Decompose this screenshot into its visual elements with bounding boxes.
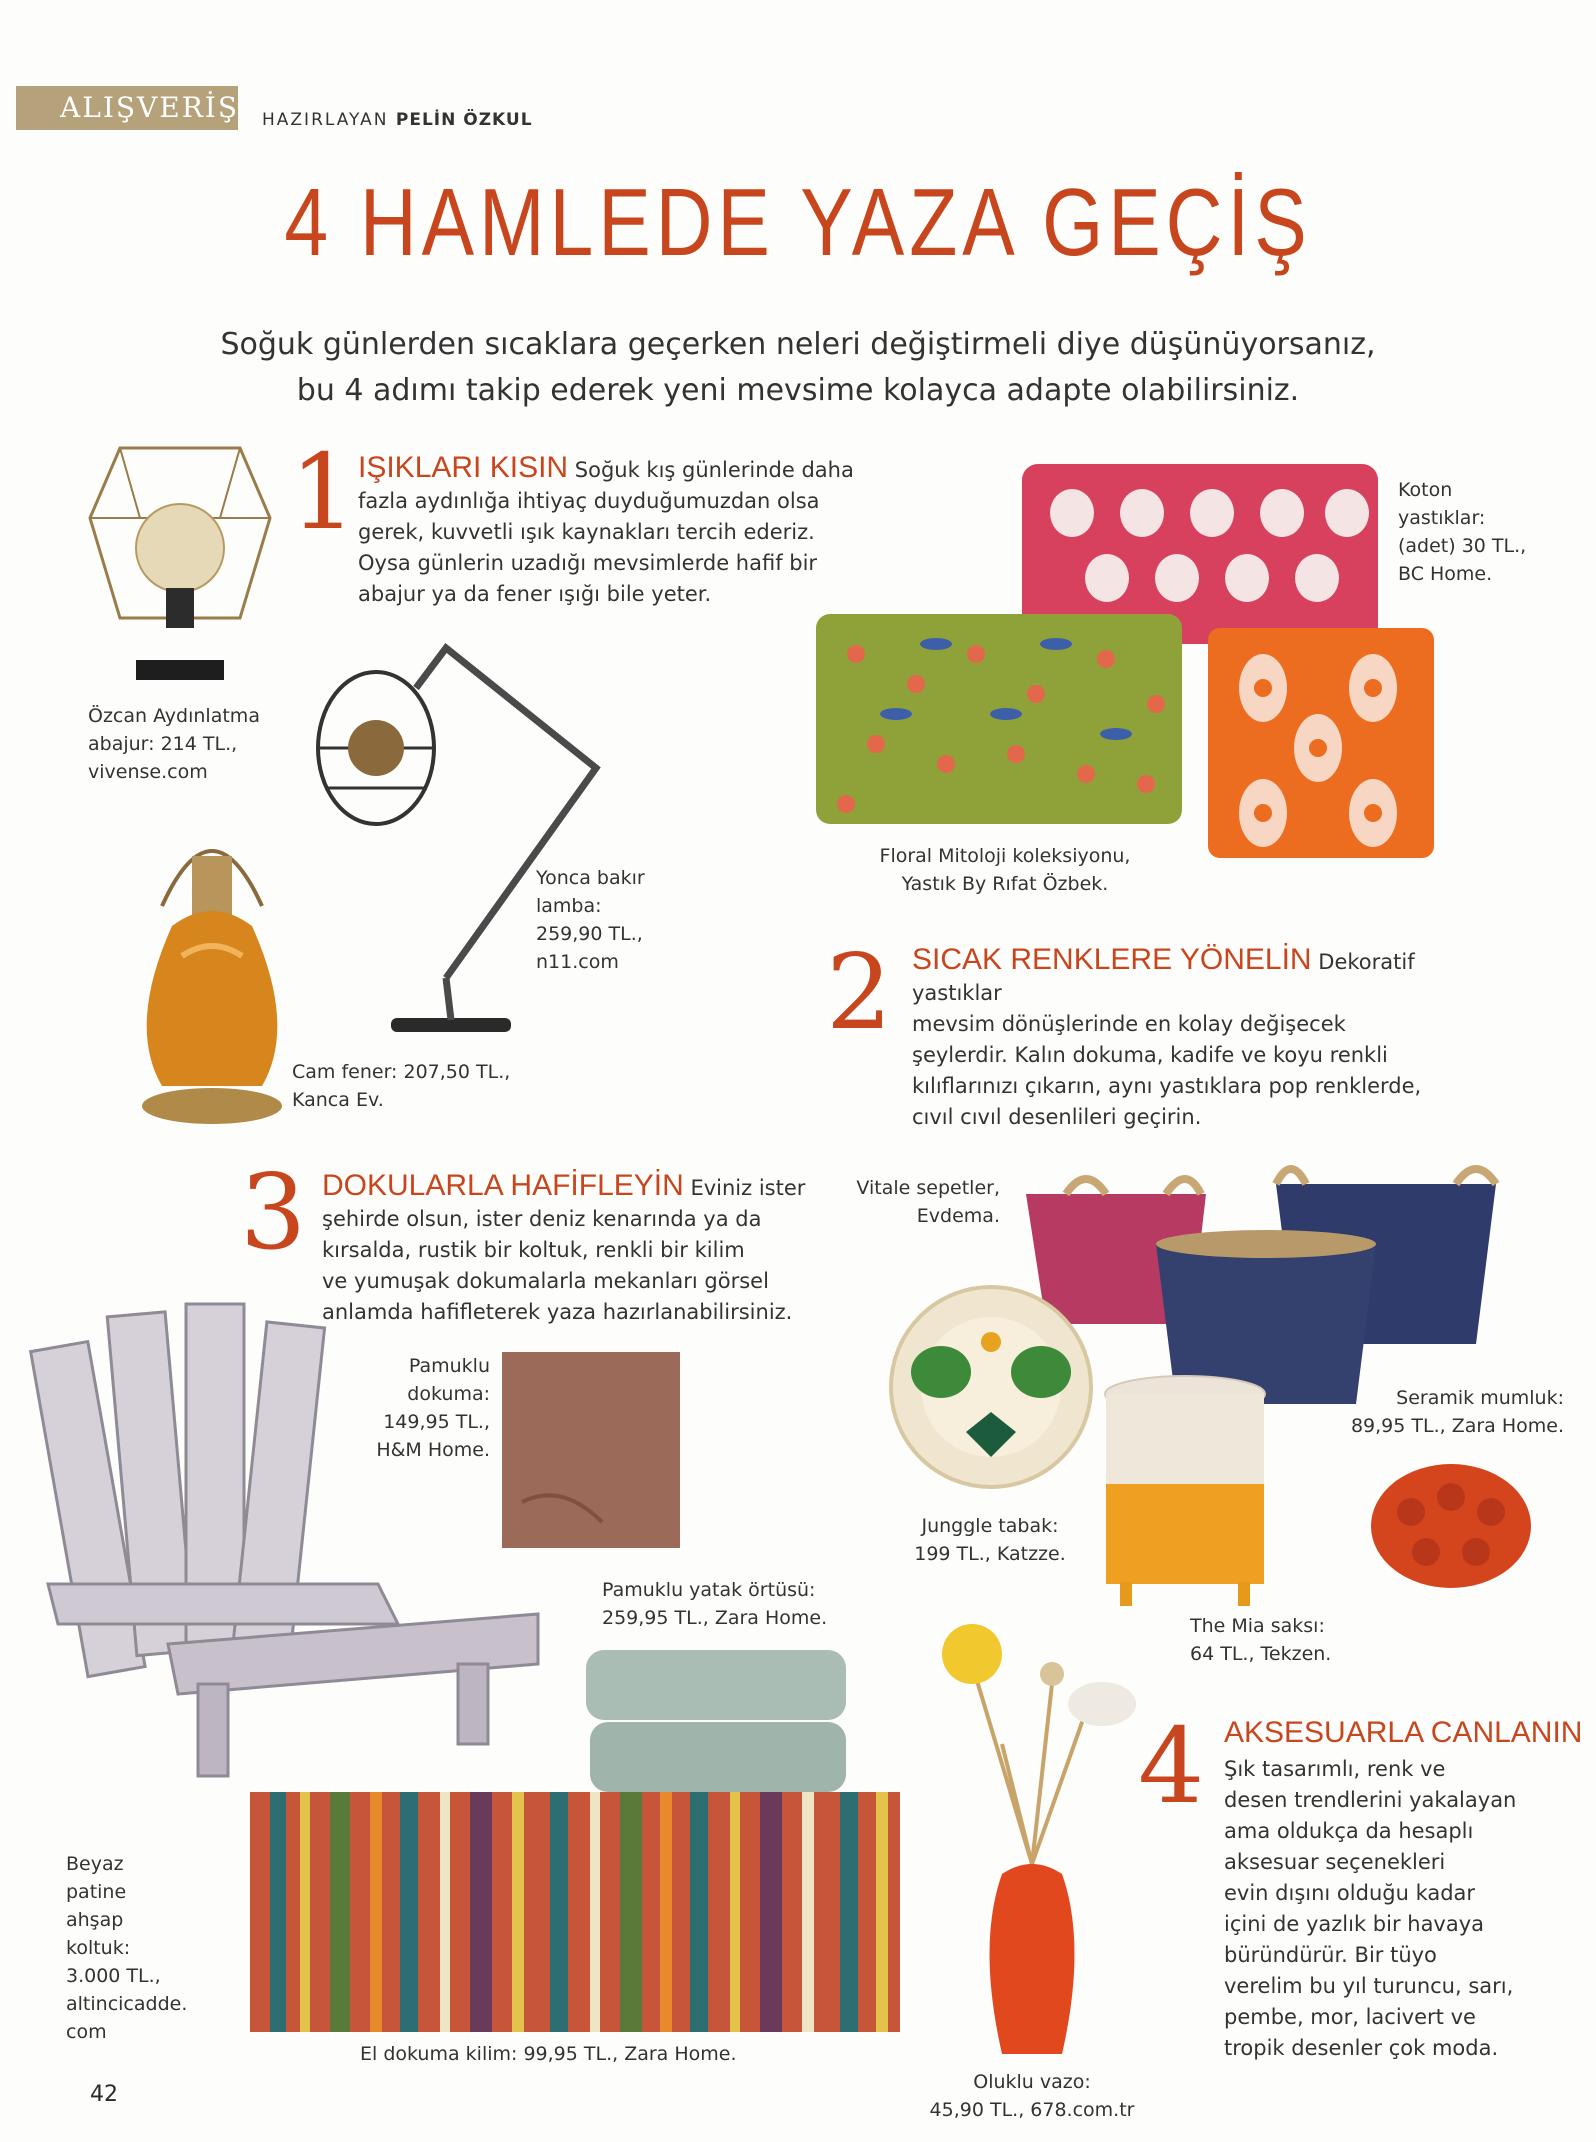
step-2-line-3: şeylerdir. Kalın dokuma, kadife ve koyu renkli [912, 1043, 1388, 1067]
step-2-line-2: mevsim dönüşlerinde en kolay değişecek [912, 1012, 1346, 1036]
caption-lamba: Yonca bakır lamba: 259,90 TL., n11.com [536, 867, 645, 973]
step-4-line-3: ama oldukça da hesaplı [1224, 1819, 1474, 1843]
step-4-number: 4 [1138, 1705, 1205, 1827]
caption-abajur: Özcan Aydınlatma abajur: 214 TL., vivense.com [88, 705, 260, 783]
caption-pamuklu: Pamuklu dokuma: 149,95 TL., H&M Home. [376, 1355, 490, 1461]
vase-image [912, 1604, 1152, 2074]
caption-vazo: Oluklu vazo: 45,90 TL., 678.com.tr [929, 2071, 1135, 2121]
intro [0, 322, 1596, 414]
caption-mumluk: Seramik mumluk: 89,95 TL., Zara Home. [1350, 1387, 1564, 1437]
byline [262, 110, 533, 130]
step-3-line-2: şehirde olsun, ister deniz kenarında ya da [322, 1207, 762, 1231]
section-tag: ALIŞVERİŞ [16, 86, 238, 130]
step-4-heading: AKSESUARLA CANLANIN [1224, 1716, 1583, 1749]
step-4-line-4: aksesuar seçenekleri [1224, 1850, 1446, 1874]
mia-planter-image [1100, 1374, 1270, 1614]
desk-lamp-image [296, 648, 626, 1038]
step-3-heading: DOKULARLA HAFİFLEYİN [322, 1169, 684, 1202]
step-4-line-9: pembe, mor, lacivert ve [1224, 2005, 1476, 2029]
prepared-label: HAZIRLAYAN [262, 110, 389, 130]
step-2-line-4: kılıflarınızı çıkarın, aynı yastıklara pop renklerde, [912, 1074, 1422, 1098]
geometric-lamp-image [80, 448, 280, 688]
orange-pillow-image [1208, 628, 1438, 864]
step-3-line-5: anlamda hafifleterek yaza hazırlanabilirsiniz. [322, 1300, 793, 1324]
page-number: 42 [90, 2082, 118, 2107]
step-4-line-1: Şık tasarımlı, renk ve [1224, 1757, 1446, 1781]
caption-yatak: Pamuklu yatak örtüsü: 259,95 TL., Zara Home. [602, 1579, 828, 1629]
step-2-line-1: SICAK RENKLERE YÖNELİN Dekoratif yastıklar [912, 943, 1415, 1005]
amber-lantern-image [122, 816, 302, 1138]
caption-koton: Koton yastıklar: (adet) 30 TL., BC Home. [1398, 479, 1527, 585]
step-4-text [1224, 1716, 1584, 2064]
step-2-line-5: cıvıl cıvıl desenlileri geçirin. [912, 1105, 1202, 1129]
caption-fener: Cam fener: 207,50 TL., Kanca Ev. [292, 1061, 511, 1111]
step-2-number: 2 [826, 931, 893, 1053]
step-1-line-5: abajur ya da fener ışığı bile yeter. [358, 582, 712, 606]
floral-pillow-image [816, 614, 1186, 834]
step-3-text [322, 1170, 842, 1328]
step-4-line-2: desen trendlerini yakalayan [1224, 1788, 1517, 1812]
step-3-number: 3 [240, 1151, 307, 1273]
intro-line-2: bu 4 adımı takip ederek yeni mevsime kolayca adapte olabilirsiniz. [296, 373, 1300, 408]
step-4-line-7: büründürür. Bir tüyo [1224, 1943, 1437, 1967]
caption-koltuk: Beyaz patine ahşap koltuk: 3.000 TL., altincicadde. com [66, 1853, 188, 2043]
step-4-line-8: verelim bu yıl turuncu, sarı, [1224, 1974, 1514, 1998]
step-1-number: 1 [290, 431, 357, 553]
step-3-line-1: DOKULARLA HAFİFLEYİN Eviniz ister [322, 1169, 806, 1202]
bed-cover-image [586, 1650, 850, 1800]
step-1-heading: IŞIKLARI KISIN [358, 451, 569, 484]
step-1-line-3: gerek, kuvvetli ışık kaynakları tercih ederiz. [358, 520, 815, 544]
step-2-heading: SICAK RENKLERE YÖNELİN [912, 943, 1312, 976]
step-2-text [912, 944, 1472, 1133]
page-title: 4 HAMLEDE YAZA GEÇİŞ [284, 169, 1312, 276]
step-1-line-1: IŞIKLARI KISIN Soğuk kış günlerinde daha [358, 451, 854, 484]
caption-tabak: Junggle tabak: 199 TL., Katzze. [914, 1515, 1066, 1565]
step-1-text [358, 452, 878, 610]
step-4-line-6: içini de yazlık bir havaya [1224, 1912, 1485, 1936]
brown-throw-image [502, 1352, 682, 1552]
caption-saksi: The Mia saksı: 64 TL., Tekzen. [1190, 1615, 1332, 1665]
caption-kilim: El dokuma kilim: 99,95 TL., Zara Home. [360, 2043, 737, 2065]
intro-line-1: Soğuk günlerden sıcaklara geçerken neleri değiştirmeli diye düşünüyorsanız, [220, 327, 1376, 362]
jungle-plate-image [886, 1282, 1096, 1492]
step-4-line-5: evin dışını olduğu kadar [1224, 1881, 1476, 1905]
step-4-line-10: tropik desenler çok moda. [1224, 2036, 1499, 2060]
caption-sepetler: Vitale sepetler, Evdema. [856, 1177, 1000, 1227]
caption-floral: Floral Mitoloji koleksiyonu, Yastık By Rıfat Özbek. [879, 845, 1131, 895]
step-3-line-3: kırsalda, rustik bir koltuk, renkli bir kilim [322, 1238, 745, 1262]
author-name: PELİN ÖZKUL [395, 110, 533, 130]
step-1-line-4: Oysa günlerin uzadığı mevsimlerde hafif bir [358, 551, 818, 575]
striped-rug-image [250, 1792, 904, 2034]
candle-holder-image [1366, 1452, 1536, 1592]
step-1-line-2: fazla aydınlığa ihtiyaç duyduğumuzdan olsa [358, 489, 820, 513]
step-3-line-4: ve yumuşak dokumalarla mekanları görsel [322, 1269, 769, 1293]
